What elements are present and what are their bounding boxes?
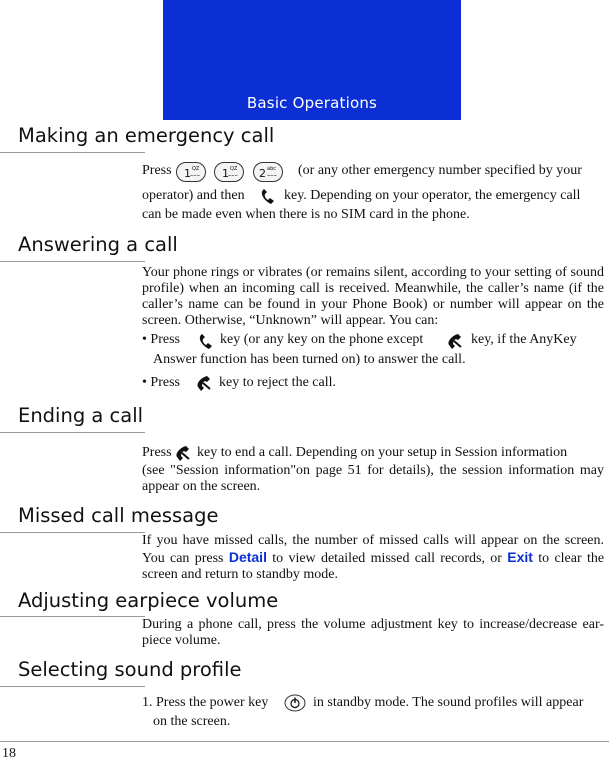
svg-text:QZ: QZ	[230, 166, 238, 172]
profile-step-1a: 1. Press the power key	[142, 695, 269, 710]
svg-text:1: 1	[184, 167, 191, 180]
svg-text:1: 1	[222, 167, 229, 180]
answer-bullet-1c: key, if the AnyKey	[471, 332, 577, 347]
answer-bullet-2b: key to reject the call.	[219, 375, 336, 390]
volume-body: During a phone call, press the volume adjustment key to increase/decrease ear-piece volume.	[142, 617, 604, 648]
end-key-icon	[194, 373, 216, 393]
svg-text:QZ: QZ	[192, 166, 200, 172]
answering-body: Your phone rings or vibrates (or remains silent, according to your setting of sound profile) when an incoming call is received. Meanwhile, the caller’s name (if the caller’s name can be found in your Phone Book) or number will appear on the screen. Otherwise, “Unknown” will appear. You can:	[142, 265, 604, 328]
send-key-icon	[258, 187, 278, 207]
answer-bullet-1b: key (or any key on the phone except	[220, 332, 424, 347]
svg-text:⌣⌣⌣: ⌣⌣⌣	[228, 173, 238, 179]
heading-missed-call: Missed call message	[18, 504, 219, 527]
emergency-line-3: can be made even when there is no SIM card in the phone.	[142, 207, 470, 222]
answer-bullet-1a: • Press	[142, 332, 180, 347]
section-divider	[0, 686, 145, 687]
heading-emergency-call: Making an emergency call	[18, 124, 275, 147]
ending-line-1: key to end a call. Depending on your setup in Session information	[197, 445, 568, 460]
svg-text:⌣⌣⌣: ⌣⌣⌣	[267, 173, 277, 179]
section-divider	[0, 616, 145, 617]
svg-text:2: 2	[259, 167, 266, 180]
chapter-title: Basic Operations	[246, 94, 378, 112]
heading-earpiece-volume: Adjusting earpiece volume	[18, 589, 279, 612]
key-1-icon	[176, 162, 206, 182]
profile-step-1b: in standby mode. The sound profiles will appear	[313, 695, 584, 710]
missed-text-3: to clear the screen and return to standby mode.	[142, 551, 605, 582]
missed-body	[142, 533, 604, 583]
ending-body: (see "Session information"on page 51 for details), the session information may appear on the screen.	[142, 463, 604, 494]
key-2-icon	[253, 162, 283, 182]
detail-softkey-label: Detail	[228, 549, 267, 565]
emergency-line-1: (or any other emergency number specified by your	[298, 163, 582, 178]
heading-ending-call: Ending a call	[18, 404, 144, 427]
end-key-icon	[445, 331, 467, 351]
svg-text:abc: abc	[267, 166, 276, 172]
profile-step-1c: on the screen.	[153, 714, 231, 729]
page-number: 18	[2, 746, 16, 761]
svg-text:⌣⌣⌣: ⌣⌣⌣	[190, 173, 200, 179]
section-divider	[0, 532, 145, 533]
answer-bullet-2a: • Press	[142, 375, 180, 390]
emergency-line-2b: key. Depending on your operator, the emergency call	[284, 188, 581, 203]
section-divider	[0, 261, 145, 262]
end-key-icon	[173, 443, 195, 463]
answer-bullet-1d: Answer function has been turned on) to answer the call.	[153, 352, 466, 367]
emergency-press-label: Press	[142, 163, 172, 178]
heading-answering-call: Answering a call	[18, 233, 178, 256]
missed-text-1: If you have missed calls, the number of missed calls will appear on the screen. You can press	[142, 533, 604, 566]
chapter-banner	[163, 0, 461, 120]
emergency-line-2a: operator) and then	[142, 188, 245, 203]
missed-text-2: to view detailed missed call records, or	[272, 551, 502, 566]
footer-divider	[0, 741, 609, 742]
section-divider	[0, 152, 145, 153]
exit-softkey-label: Exit	[507, 549, 533, 565]
section-divider	[0, 432, 145, 433]
power-key-icon	[284, 694, 306, 712]
key-1-icon	[214, 162, 244, 182]
ending-press-label: Press	[142, 445, 172, 460]
send-key-icon	[196, 332, 216, 352]
heading-sound-profile: Selecting sound profile	[18, 658, 242, 681]
